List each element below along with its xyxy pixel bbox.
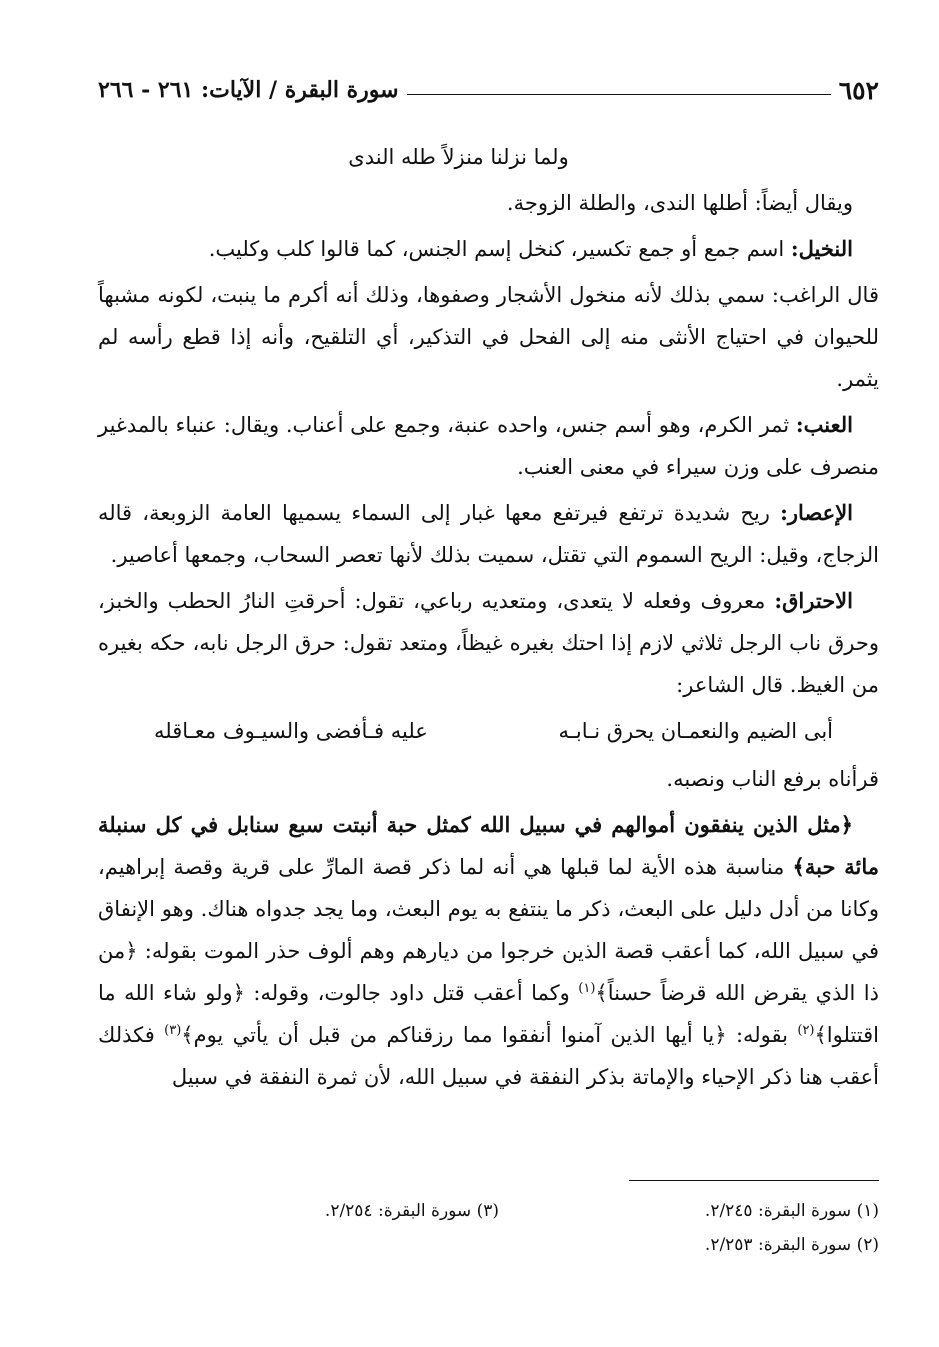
text-ihtiraq: معروف وفعله لا يتعدى، ومتعديه رباعي، تقول: أحرقتِ النارُ الحطب والخبز، وحرق ناب الرجل ثلاثي لازم إذا احتك بغيره غيظاً، ومتعد تقول: حرق الرجل نابه، حكه بغيره من الغيظ. قال الشاعر: [98, 589, 879, 697]
quran-ayah-main: ﴿مثل الذين ينفقون أموالهم في سبيل الله كمثل حبة أنبتت سبع سنابل في كل سنبلة مائة حبة﴾ [98, 812, 879, 879]
paragraph-qara: قرأناه برفع الناب ونصبه. [666, 767, 879, 791]
paragraph-nakheel [98, 228, 879, 270]
footnote-ref-1: (١) [578, 981, 596, 996]
text-iisar: ريح شديدة ترتفع فيرتفع معها غبار إلى السماء يسميها العامة الزوبعة، قاله الزجاج، وقيل: الريح السموم التي تقتل، سميت بذلك لأنها تعصر السحاب، وجمعها أعاصير. [98, 501, 879, 567]
paragraph-ayah [98, 804, 879, 1098]
running-header [98, 70, 879, 110]
text-ayah-1: مناسبة هذه الأية لما قبلها هي أنه لما ذكر قصة المارِّ على قرية وقصة إبراهيم، وكانا من أدل دليل على البعث، ذكر ما ينتفع به يوم البعث، وما يجد جدواه هناك. وهو الإنفاق في سبيل الله، كما أعقب قصة الذين خرجوا من ديارهم وهم ألوف حذر الموت بقوله: [98, 855, 879, 963]
verse-second-hemistich: عليه فـأفضى والسيـوف معـاقله [154, 719, 428, 743]
header-rule [407, 94, 831, 95]
footnote-ref-2: (٢) [797, 1023, 815, 1038]
term-inab: العنب: [795, 412, 853, 437]
text-ayah-2: وكما أعقب قتل داود جالوت، وقوله: [244, 981, 579, 1005]
footnote-row [98, 1194, 879, 1228]
page-number: ٦٥٢ [838, 75, 879, 105]
paragraph-iisar [98, 492, 879, 576]
text-nakheel: اسم جمع أو جمع تكسير، كنخل إسم الجنس، كما قالوا كلب وكليب. [208, 237, 791, 261]
footnote-3: (٣) سورة البقرة: ٢/٢٥٤. [324, 1201, 499, 1221]
footnote-rule [629, 1180, 879, 1181]
main-text [98, 136, 879, 1102]
footnote-2: (٢) سورة البقرة: ٢/٢٥٣. [704, 1235, 879, 1255]
paragraph-ihtiraq [98, 580, 879, 706]
quran-quote-1: ﴿من ذا الذي يقرض الله قرضاً حسناً﴾ [98, 939, 879, 1005]
paragraph-inab [98, 404, 879, 488]
text-ayah-3: بقوله: [726, 1023, 798, 1047]
footnote-ref-3: (٣) [164, 1023, 182, 1038]
paragraph-raghib: قال الراغب: سمي بذلك لأنه منخول الأشجار وصفوها، وذلك أنه أكرم ما ينبت، لكونه مشبهاً للحيوان في احتياج الأنثى منه إلى الفحل في التذكير، أي التلقيح، وأنه إذا قطع رأسه لم يثمر. [98, 283, 879, 391]
paragraph-talla: ويقال أيضاً: أطلها الندى، والطلة الزوجة. [506, 191, 853, 215]
verse-first-hemistich: أبى الضيم والنعمـان يحرق نـابـه [558, 719, 833, 743]
footnote-1: (١) سورة البقرة: ٢/٢٤٥. [704, 1201, 879, 1221]
term-ihtiraq: الاحتراق: [774, 588, 853, 613]
text-ayah-4: فكذلك أعقب هنا ذكر الإحياء والإماتة بذكر النفقة في سبيل الله، لأن ثمرة النفقة في سبيل [98, 1023, 879, 1089]
term-iisar: الإعصار: [780, 500, 853, 525]
running-title: سورة البقرة / الآيات: ٢٦١ - ٢٦٦ [98, 77, 399, 103]
footnote-row [98, 1228, 879, 1262]
quran-quote-3: ﴿يا أيها الذين آمنوا أنفقوا مما رزقناكم من قبل أن يأتي يوم﴾ [181, 1023, 727, 1047]
quran-quote-2: ﴿ولو شاء الله ما اقتتلوا﴾ [98, 981, 879, 1047]
verse-line: ولما نزلنا منزلاً طله الندى [348, 145, 569, 169]
term-nakheel: النخيل: [790, 236, 853, 261]
footnotes [98, 1194, 879, 1262]
text-inab: ثمر الكرم، وهو أسم جنس، واحده عنبة، وجمع على أعناب. ويقال: عنباء بالمدغير منصرف على وزن سيراء في معنى العنب. [98, 413, 879, 479]
poetry-verse [98, 710, 879, 752]
